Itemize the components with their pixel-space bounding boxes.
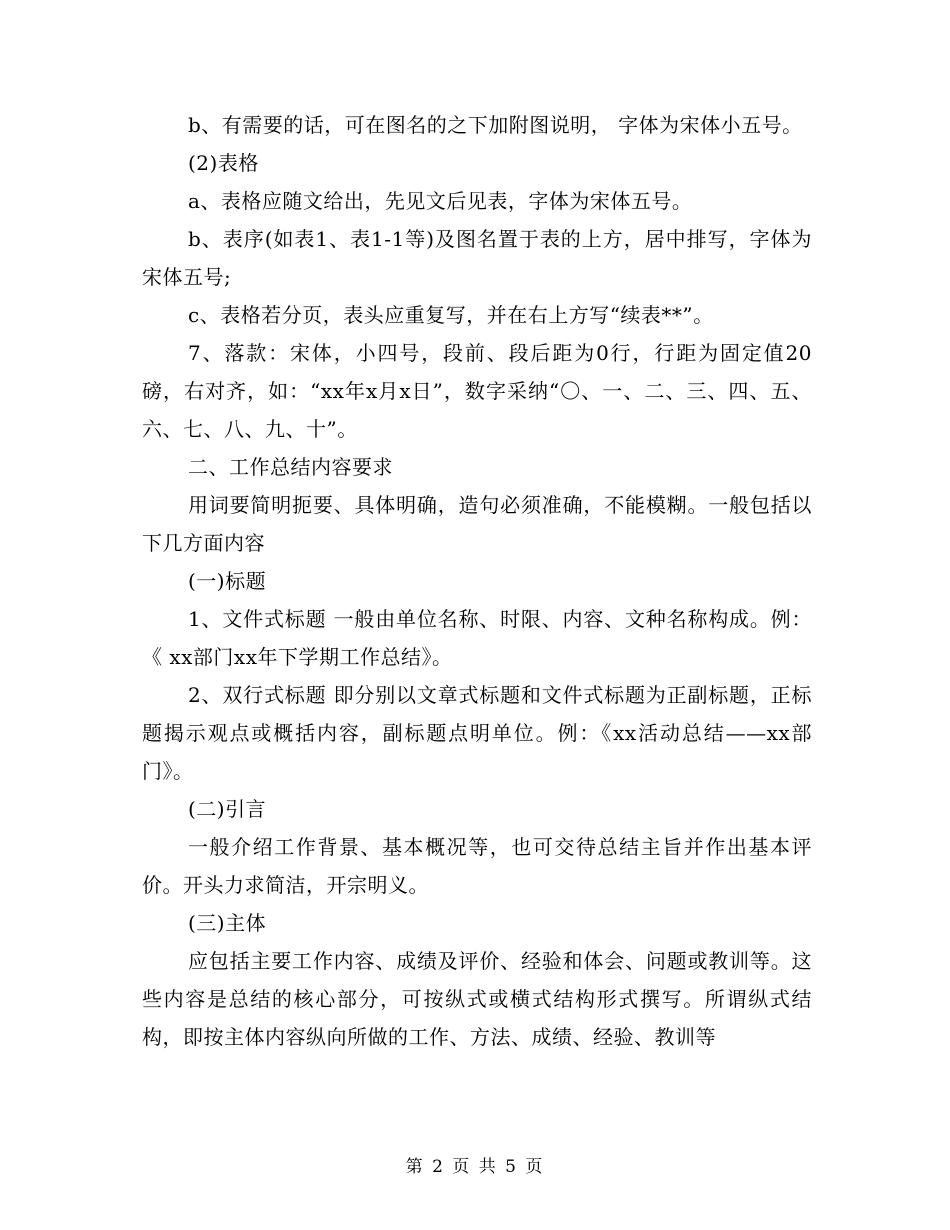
- paragraph: 1、文件式标题 一般由单位名称、时限、内容、文种名称构成。例：《 xx部门xx年下学期工作总结》。: [142, 607, 812, 669]
- paragraph: c、表格若分页，表头应重复写，并在右上方写“续表**”。: [188, 303, 714, 327]
- section-heading: 二、工作总结内容要求: [188, 455, 393, 479]
- subheading-table: (2)表格: [188, 151, 259, 175]
- paragraph: 应包括主要工作内容、成绩及评价、经验和体会、问题或教训等。这些内容是总结的核心部分，可按纵式或横式结构形式撰写。所谓纵式结构，即按主体内容纵向所做的工作、方法、成绩、经验、教训等: [142, 949, 812, 1049]
- subheading-introduction: (二)引言: [188, 797, 267, 821]
- subheading-title: (一)标题: [188, 569, 267, 593]
- subheading-main-body: (三)主体: [188, 911, 267, 935]
- paragraph: 用词要简明扼要、具体明确，造句必须准确，不能模糊。一般包括以下几方面内容: [142, 493, 812, 555]
- document-body: [142, 106, 812, 1056]
- paragraph: b、有需要的话，可在图名的之下加附图说明， 字体为宋体小五号。: [188, 113, 803, 137]
- paragraph: b、表序(如表1、表1-1等)及图名置于表的上方，居中排写，字体为宋体五号;: [142, 227, 812, 289]
- paragraph: 7、落款：宋体，小四号，段前、段后距为0行，行距为固定值20磅，右对齐，如：“xx年x月x日”，数字采纳“〇、一、二、三、四、五、六、七、八、九、十”。: [142, 341, 812, 441]
- page-number-footer: 第 2 页 共 5 页: [405, 1157, 545, 1177]
- paragraph: 2、双行式标题 即分别以文章式标题和文件式标题为正副标题，正标题揭示观点或概括内容，副标题点明单位。例：《xx活动总结——xx部门》。: [142, 683, 812, 783]
- paragraph: a、表格应随文给出，先见文后见表，字体为宋体五号。: [188, 189, 693, 213]
- paragraph: 一般介绍工作背景、基本概况等，也可交待总结主旨并作出基本评价。开头力求简洁，开宗明义。: [142, 835, 812, 897]
